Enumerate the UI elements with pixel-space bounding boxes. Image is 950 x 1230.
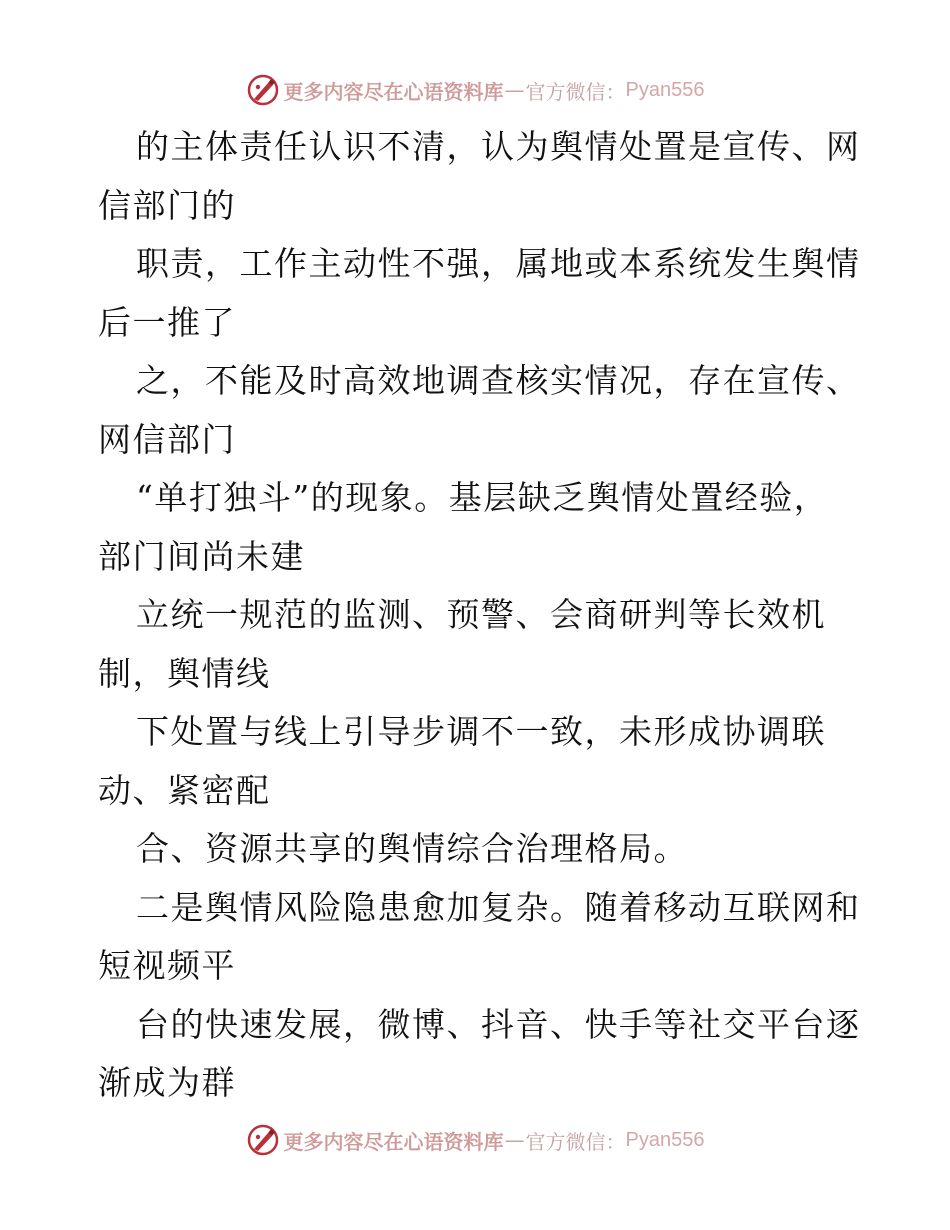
watermark-wechat-id: Pyan556 (625, 1128, 705, 1151)
watermark-site-text: 更多内容尽在心语资料库 (283, 1129, 504, 1154)
body-line: 短视频平 (98, 946, 236, 985)
body-line: 渐成为群 (98, 1063, 236, 1102)
body-line: 职责，工作主动性不强，属地或本系统发生舆情 (136, 244, 861, 283)
pen-seal-logo-icon (246, 73, 280, 107)
body-line: 制，舆情线 (98, 653, 271, 693)
body-line: 的主体责任认识不清，认为舆情处置是宣传、网 (136, 127, 861, 166)
watermark-site-text: 更多内容尽在心语资料库 (283, 79, 504, 104)
body-line: 之，不能及时高效地调查核实情况，存在宣传、 (136, 361, 861, 400)
body-line: 后一推了 (98, 302, 236, 342)
footer-watermark (0, 1120, 950, 1160)
watermark-wechat-id: Pyan556 (625, 78, 705, 101)
watermark-separator: — (504, 78, 525, 102)
body-line: “单打独斗”的现象。基层缺乏舆情处置经验， (136, 478, 829, 517)
watermark-wechat-label: 官方微信： (525, 1129, 626, 1154)
body-line: 网信部门 (98, 419, 236, 459)
watermark-separator: — (504, 1128, 525, 1152)
body-line: 部门间尚未建 (98, 536, 305, 576)
document-body (98, 118, 861, 1113)
body-line: 合、资源共享的舆情综合治理格局。 (136, 829, 688, 868)
pen-seal-logo-icon (246, 1123, 280, 1157)
body-line: 台的快速发展，微博、抖音、快手等社交平台逐 (136, 1004, 861, 1044)
body-line: 二是舆情风险隐患愈加复杂。随着移动互联网和 (136, 887, 861, 927)
body-line: 立统一规范的监测、预警、会商研判等长效机 (136, 595, 826, 634)
body-line: 信部门的 (98, 185, 236, 225)
body-line: 动、紧密配 (98, 770, 271, 810)
body-line: 下处置与线上引导步调不一致，未形成协调联 (136, 712, 826, 751)
header-watermark (0, 70, 950, 110)
watermark-wechat-label: 官方微信： (525, 79, 626, 104)
